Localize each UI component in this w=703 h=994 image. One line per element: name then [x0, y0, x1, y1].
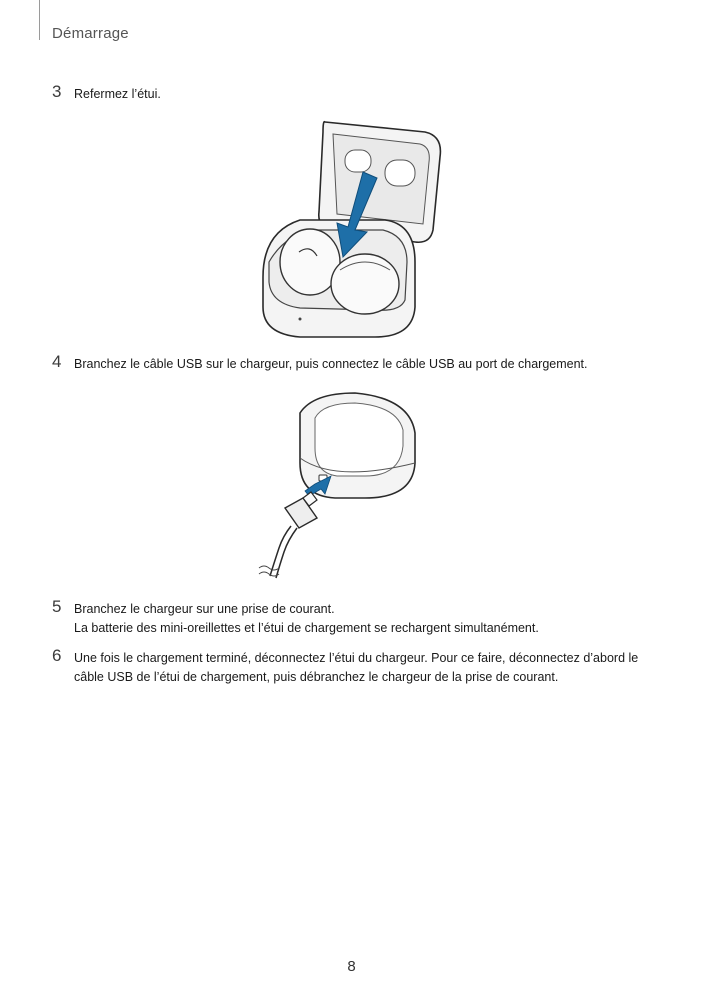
page-number: 8 [347, 958, 356, 975]
step-number: 6 [52, 646, 62, 665]
step-text: Branchez le câble USB sur le chargeur, puis connectez le câble USB au port de chargement. [74, 357, 588, 371]
margin-rule [39, 0, 40, 40]
step-4 [52, 352, 642, 374]
earbuds-case-closing-illustration [255, 112, 455, 347]
step-text: Refermez l’étui. [74, 87, 161, 101]
step-note: La batterie des mini-oreillettes et l’étui de chargement se rechargent simultanément. [74, 621, 539, 635]
step-3 [52, 82, 642, 104]
step-5 [52, 597, 642, 638]
step-number: 5 [52, 597, 62, 616]
step-text: Une fois le chargement terminé, déconnectez l’étui du chargeur. Pour ce faire, déconnectez d’abord le [74, 651, 639, 665]
step-number: 4 [52, 352, 62, 371]
usb-cable-illustration [255, 388, 425, 583]
step-text-line2: câble USB de l’étui de chargement, puis débranchez le chargeur de la prise de courant. [74, 670, 559, 684]
earbud-right [331, 254, 399, 314]
step-text: Branchez le chargeur sur une prise de courant. [74, 602, 335, 616]
usb-cable [270, 526, 291, 576]
section-header: Démarrage [52, 25, 129, 42]
step-6 [52, 646, 642, 687]
step-number: 3 [52, 82, 62, 101]
